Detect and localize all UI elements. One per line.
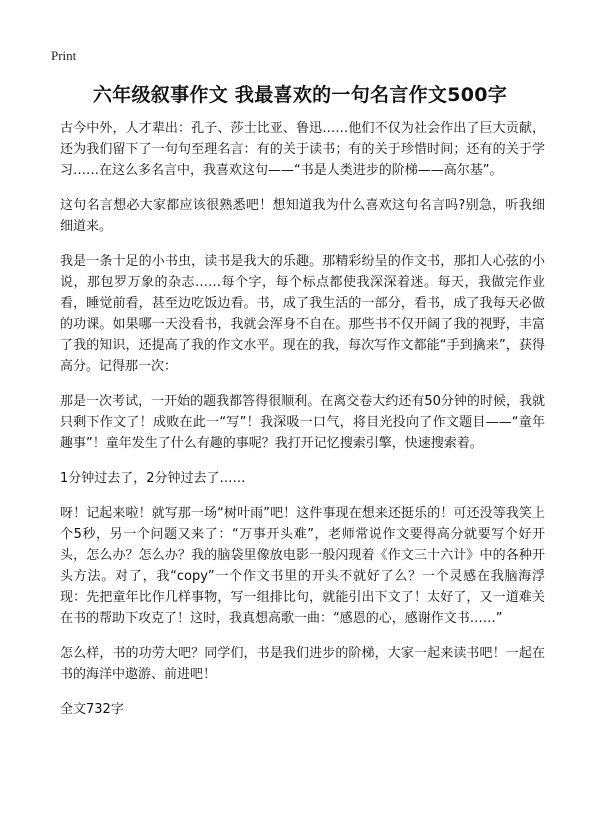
article-paragraph: 怎么样，书的功劳大吧？同学们，书是我们进步的阶梯，大家一起来读书吧！一起在书的海洋中遨游、前进吧！: [60, 646, 545, 682]
print-link[interactable]: Print: [51, 48, 77, 63]
article-paragraph: 古今中外，人才辈出：孔子、莎士比亚、鲁迅……他们不仅为社会作出了巨大贡献，还为我们留下了一句句至理名言：有的关于读书；有的关于珍惜时间；还有的关于学习……在这么多名言中，我喜欢这句——“书是人类进步的阶梯——高尔基”。: [60, 121, 545, 178]
article-paragraph: 那是一次考试，一开始的题我都答得很顺利。在离交卷大约还有50分钟的时候，我就只剩下作文了！成败在此一“写”！我深吸一口气，将目光投向了作文题目——“童年趣事”！童年发生了什么有趣的事呢？我打开记忆搜索引擎，快速搜索着。: [60, 394, 545, 451]
article-body: [60, 118, 545, 720]
article-paragraph: 这句名言想必大家都应该很熟悉吧！想知道我为什么喜欢这句名言吗?别急，听我细细道来。: [60, 198, 545, 234]
article-title: 六年级叙事作文 我最喜欢的一句名言作文500字: [92, 84, 508, 106]
article-paragraph: 我是一条十足的小书虫，读书是我大的乐趣。那精彩纷呈的作文书，那扣人心弦的小说，那包罗万象的杂志……每个字，每个标点都使我深深着迷。每天，我做完作业看，睡觉前看，甚至边吃饭边看。书，成了我生活的一部分，看书，成了我每天必做的功课。如果哪一天没看书，我就会浑身不自在。那些书不仅开阔了我的视野，丰富了我的知识，还提高了我的作文水平。现在的我，每次写作文都能“手到擒来”，获得高分。记得那一次：: [60, 254, 545, 374]
word-count: 全文732字: [60, 702, 124, 717]
article-paragraph: 呀！记起来啦！就写那一场“树叶雨”吧！这件事现在想来还挺乐的！可还没等我笑上个5秒，另一个问题又来了：“万事开头难”，老师常说作文要得高分就要写个好开头，怎么办？怎么办？我的脑袋里像放电影一般闪现着《作文三十六计》中的各种开头方法。对了，我“copy”一个作文书里的开头不就好了么？一个灵感在我脑海浮现：先把童年比作几样事物，写一组排比句，就能引出下文了！太好了，又一道难关在书的帮助下攻克了！这时，我真想高歌一曲：“感恩的心，感谢作文书……”: [60, 506, 545, 626]
article-paragraph: 1分钟过去了，2分钟过去了……: [60, 471, 246, 486]
